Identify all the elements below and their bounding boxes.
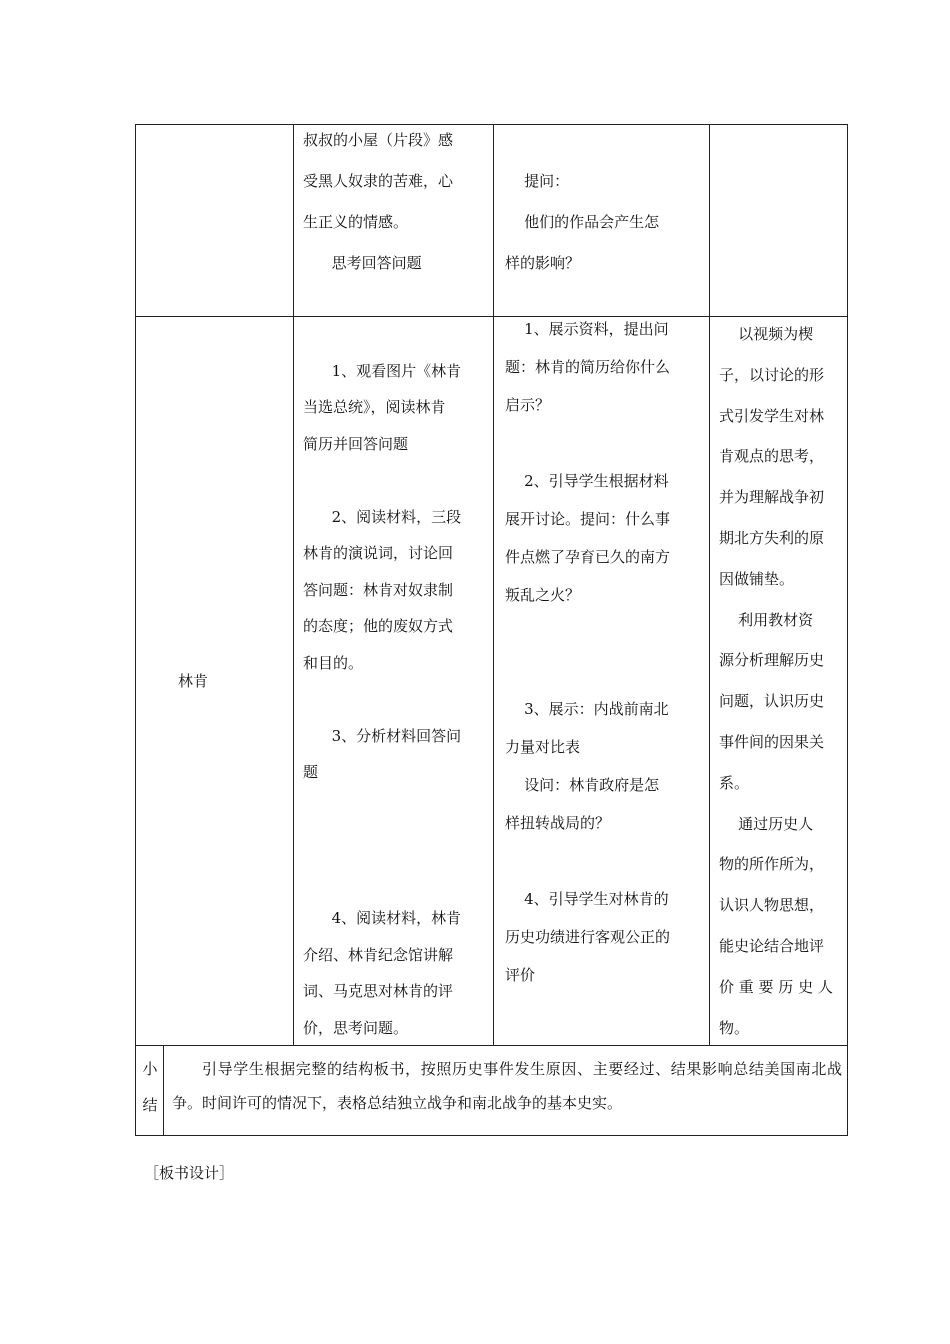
text-line: 能史论结合地评 bbox=[719, 936, 825, 955]
text-line: 历史功绩进行客观公正的 bbox=[505, 928, 671, 946]
summary-text bbox=[172, 1052, 842, 1120]
table-top-border bbox=[135, 124, 848, 125]
text-line: 期北方失利的原 bbox=[719, 528, 825, 547]
text-line: 设问：林肯政府是怎 bbox=[505, 776, 660, 794]
text-line: 词、马克思对林肯的评 bbox=[303, 982, 454, 1000]
text-line bbox=[303, 864, 489, 901]
text-line: 4、引导学生对林肯的 bbox=[505, 890, 669, 908]
table-bottom-border bbox=[135, 1135, 848, 1136]
text-line: 1、展示资料，提出问 bbox=[505, 320, 669, 338]
text-line: 林肯的演说词，讨论回 bbox=[303, 544, 454, 562]
col3-left-border bbox=[493, 124, 494, 1046]
table-right-border bbox=[847, 124, 848, 1136]
text-line bbox=[303, 791, 489, 828]
text-line: 样的影响？ bbox=[505, 254, 581, 272]
text-line: 介绍、林肯纪念馆讲解 bbox=[303, 945, 454, 964]
text-line: 叛乱之火？ bbox=[505, 586, 581, 604]
summary-label-border bbox=[163, 1045, 164, 1136]
text-line: 物的所作所为， bbox=[719, 855, 825, 874]
text-line: 评价 bbox=[505, 966, 536, 984]
text-line: 利用教材资 bbox=[719, 610, 814, 629]
text-line: 件点燃了孕育已久的南方 bbox=[505, 548, 671, 566]
text-line: 力量对比表 bbox=[505, 738, 581, 756]
text-line: 肯观点的思考， bbox=[719, 447, 825, 466]
row1-teacher-activity bbox=[505, 120, 705, 284]
board-design-heading: ［板书设计］ bbox=[144, 1164, 235, 1182]
text-line: 简历并回答问题 bbox=[303, 434, 409, 453]
text-line: 生正义的情感。 bbox=[303, 213, 409, 231]
text-line: 源分析理解历史 bbox=[719, 651, 825, 670]
text-line: 并为理解战争初 bbox=[719, 488, 825, 507]
text-line: 事件间的因果关 bbox=[719, 732, 825, 751]
text-line: 受黑人奴隶的苦难，心 bbox=[303, 172, 454, 190]
text-line bbox=[505, 120, 705, 161]
text-line: 启示？ bbox=[505, 396, 551, 414]
col2-left-border bbox=[293, 124, 294, 1046]
text-line: 通过历史人 bbox=[719, 814, 814, 833]
text-line: 价，思考问题。 bbox=[303, 1018, 409, 1037]
text-line: 答问题：林肯对奴隶制 bbox=[303, 580, 454, 599]
text-line: 3、展示：内战前南北 bbox=[505, 700, 669, 718]
text-line bbox=[505, 614, 705, 652]
label-char: 结 bbox=[142, 1096, 158, 1114]
row2-design-intent bbox=[719, 314, 843, 1048]
text-line bbox=[303, 681, 489, 718]
text-line: 题：林肯的简历给你什么 bbox=[505, 358, 671, 376]
text-line: 物。 bbox=[719, 1018, 750, 1037]
text-line: 提问： bbox=[505, 172, 570, 190]
text-line: 子，以讨论的形 bbox=[719, 365, 825, 384]
text-line: 价 重 要 历 史 人 bbox=[719, 977, 833, 996]
text-line: 当选总统》，阅读林肯 bbox=[303, 398, 446, 416]
row1-student-activity bbox=[303, 120, 489, 284]
text-line: 展开讨论。提问：什么事 bbox=[505, 510, 671, 528]
text-line: 思考回答问题 bbox=[303, 254, 422, 272]
text-line bbox=[505, 652, 705, 690]
text-line: 4、阅读材料，林肯 bbox=[303, 909, 462, 927]
text-line: 问题，认识历史 bbox=[719, 692, 825, 711]
text-line: 因做铺垫。 bbox=[719, 569, 795, 588]
row2-student-activity bbox=[303, 316, 489, 1046]
text-line: 3、分析材料回答问 bbox=[303, 726, 462, 745]
text-line: 叔叔的小屋（片段》感 bbox=[303, 131, 454, 149]
text-line bbox=[505, 424, 705, 462]
text-line bbox=[303, 827, 489, 864]
text-line: 1、观看图片《林肯 bbox=[303, 361, 462, 380]
text-line: 和目的。 bbox=[303, 653, 364, 672]
text-line: 认识人物思想， bbox=[719, 896, 825, 915]
table-left-border bbox=[135, 124, 136, 1136]
text-line: 的态度；他的废奴方式 bbox=[303, 617, 454, 635]
text-line: 2、引导学生根据材料 bbox=[505, 472, 669, 490]
summary-label bbox=[139, 1051, 161, 1123]
text-line: 以视频为楔 bbox=[719, 325, 814, 343]
text-line: 2、阅读材料，三段 bbox=[303, 507, 462, 526]
col4-left-border bbox=[709, 124, 710, 1046]
text-line: 样扭转战局的？ bbox=[505, 814, 611, 832]
row2-section-label: 林肯 bbox=[178, 672, 209, 690]
row2-teacher-activity bbox=[505, 310, 705, 994]
text-line: 题 bbox=[303, 763, 319, 781]
summary-paragraph: 引导学生根据完整的结构板书，按照历史事件发生原因、主要经过、结果影响总结美国南北战争。时间许可的情况下，表格总结独立战争和南北战争的基本史实。 bbox=[172, 1060, 842, 1112]
text-line bbox=[303, 462, 489, 499]
text-line: 他们的作品会产生怎 bbox=[505, 213, 660, 231]
text-line: 式引发学生对林 bbox=[719, 406, 825, 425]
text-line bbox=[505, 842, 705, 880]
label-char: 小 bbox=[142, 1060, 158, 1078]
text-line: 系。 bbox=[719, 773, 750, 792]
text-line bbox=[303, 316, 489, 353]
